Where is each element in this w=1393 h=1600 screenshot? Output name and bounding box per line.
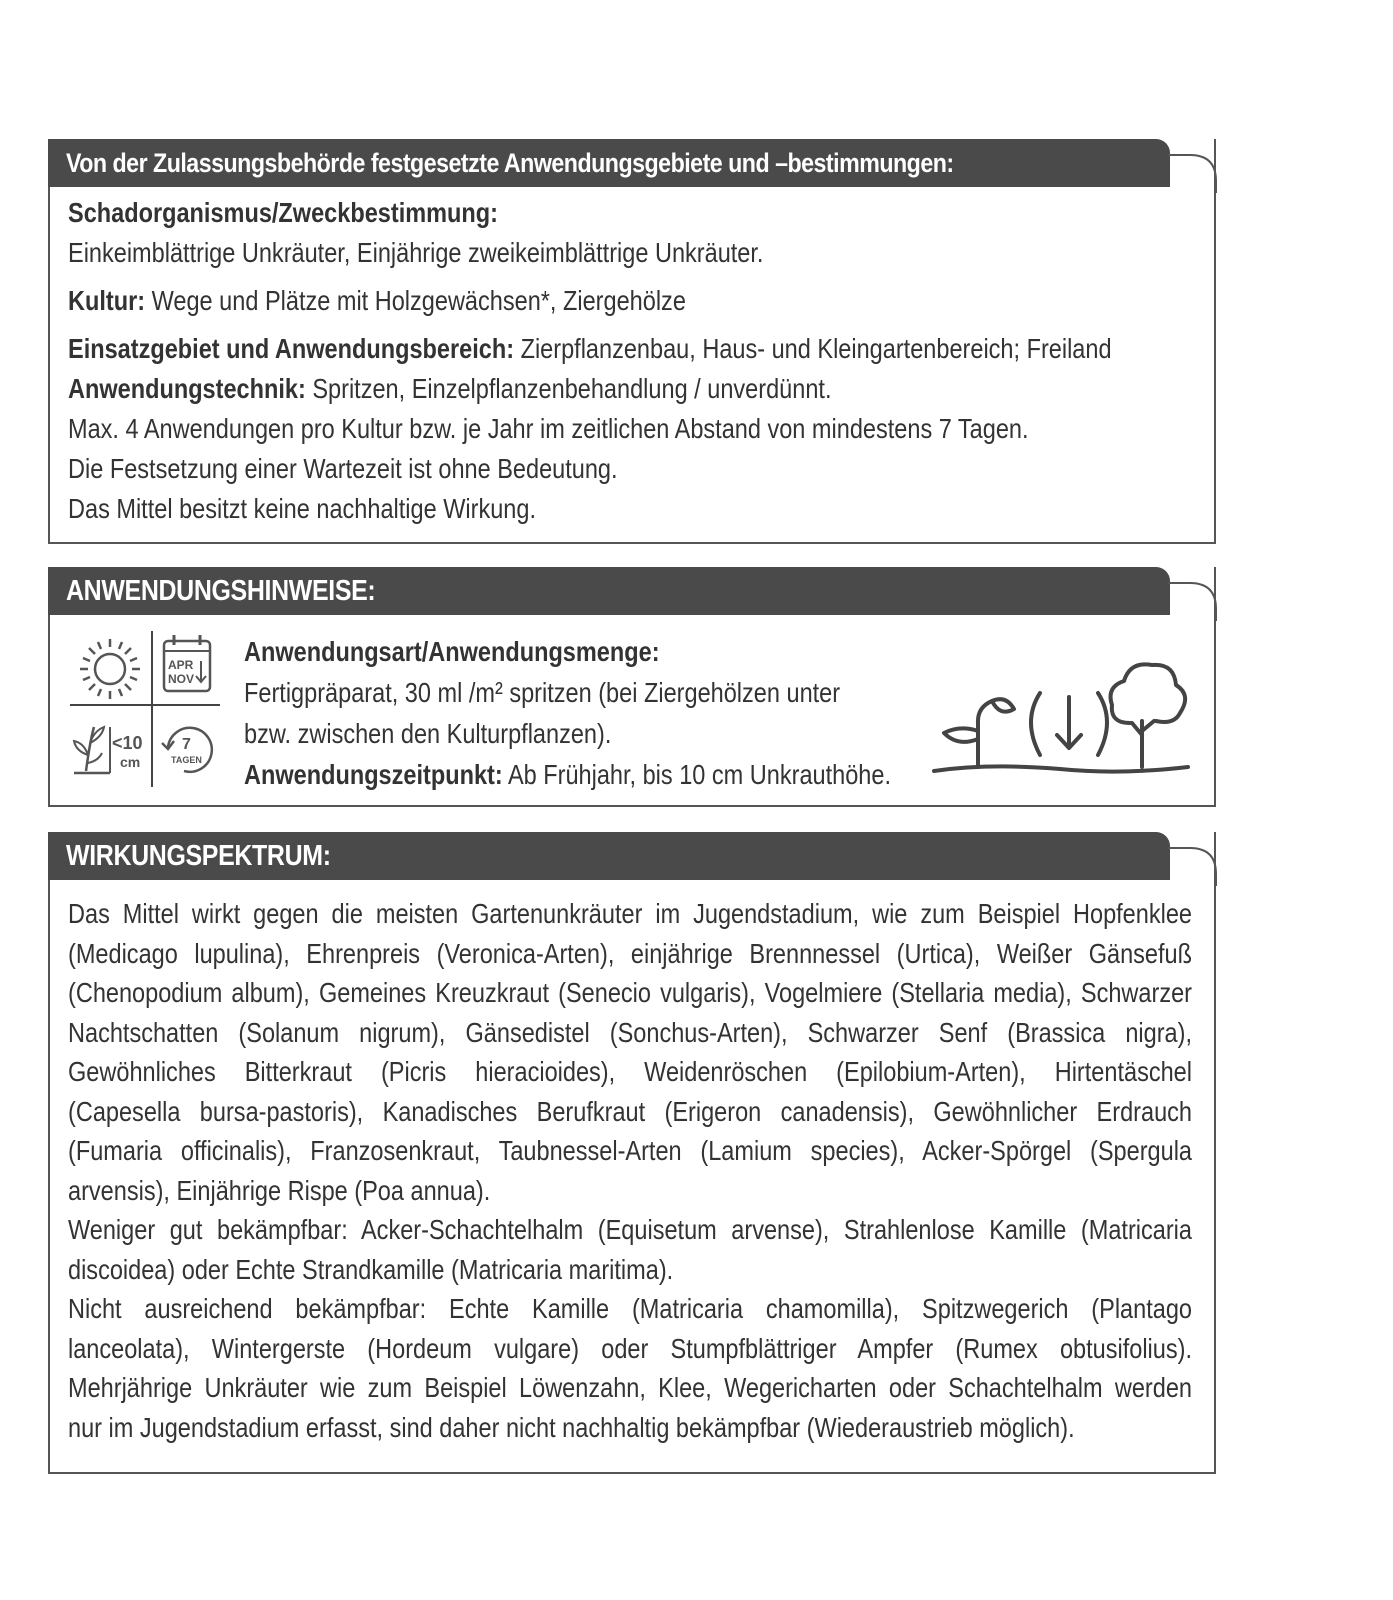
section-title: WIRKUNGSPEKTRUM: <box>66 839 331 872</box>
spectrum-line: (Chenopodium album), Gemeines Kreuzkraut (Senecio vulgaris), Vogelmiere (Stellaria media), Schwarzer <box>68 977 1192 1008</box>
spectrum-line: Das Mittel wirkt gegen die meisten Gartenunkräuter im Jugendstadium, wie zum Beispiel Hopfenklee <box>68 898 1192 929</box>
section-body <box>50 615 1214 795</box>
tab-corner-decoration <box>1168 153 1218 193</box>
weed-height-icon <box>74 727 143 773</box>
sun-icon <box>80 639 140 699</box>
spectrum-line: Nicht ausreichend bekämpfbar: Echte Kamille (Matricaria chamomilla), Spitzwegerich (Plantago <box>68 1293 1192 1324</box>
spectrum-text <box>50 880 1214 1461</box>
spectrum-line: Gewöhnliches Bitterkraut (Picris hieracioides), Weidenröschen (Epilobium-Arten), Hirtentäschel <box>68 1056 1192 1087</box>
einsatz-value: Zierpflanzenbau, Haus- und Kleingartenbereich; Freiland <box>514 333 1112 364</box>
spectrum-line: discoidea) oder Echte Strandkamille (Matricaria maritima). <box>68 1253 674 1285</box>
section-header <box>48 139 1170 187</box>
spectrum-line: Nachtschatten (Solanum nigrum), Gänsedistel (Sonchus-Arten), Schwarzer Senf (Brassica nigra), <box>68 1016 1192 1048</box>
application-info <box>244 631 1014 795</box>
spectrum-line: (Fumaria officinalis), Franzosenkraut, Taubnessel-Arten (Lamium species), Acker-Spörgel (Spergula <box>68 1135 1192 1166</box>
panel-anwendungshinweise <box>48 567 1216 807</box>
calendar-end-month: NOV <box>168 672 195 686</box>
schad-label: Schadorganismus/Zweckbestimmung: <box>68 197 498 228</box>
section-body <box>50 187 1214 541</box>
spectrum-line: (Capesella bursa-pastoris), Kanadisches Berufkraut (Erigeron canadensis), Gewöhnlicher Erdrauch <box>68 1095 1192 1127</box>
art-label: Anwendungsart/Anwendungsmenge: <box>244 636 660 667</box>
panel-wirkungspektrum <box>48 832 1216 1474</box>
section-header <box>48 832 1170 880</box>
max-applications-text: Max. 4 Anwendungen pro Kultur bzw. je Jahr im zeitlichen Abstand von mindestens 7 Tagen. <box>68 413 1029 444</box>
height-unit: cm <box>120 754 141 770</box>
schad-value: Einkeimblättrige Unkräuter, Einjährige zweikeimblättrige Unkräuter. <box>68 237 764 268</box>
art-line-1: Fertigpräparat, 30 ml /m² spritzen (bei Ziergehölzen unter <box>244 677 841 708</box>
kultur-label: Kultur: <box>68 285 146 316</box>
art-line-2: bzw. zwischen den Kulturpflanzen). <box>244 718 612 749</box>
wartezeit-text: Die Festsetzung einer Wartezeit ist ohne Bedeutung. <box>68 453 618 484</box>
application-icons-grid <box>70 631 220 787</box>
section-title: ANWENDUNGSHINWEISE: <box>66 574 376 607</box>
section-title: Von der Zulassungsbehörde festgesetzte Anwendungsgebiete und –bestimmungen: <box>66 147 954 178</box>
zeit-value: Ab Frühjahr, bis 10 cm Unkrauthöhe. <box>502 759 891 790</box>
technik-label: Anwendungstechnik: <box>68 373 306 404</box>
tab-corner-decoration <box>1168 846 1218 886</box>
kultur-value: Wege und Plätze mit Holzgewächsen*, Ziergehölze <box>145 285 686 316</box>
interval-days-unit: TAGEN <box>171 755 202 765</box>
height-value: <10 <box>112 733 143 753</box>
calendar-icon <box>164 635 210 691</box>
wirkung-text: Das Mittel besitzt keine nachhaltige Wirkung. <box>68 493 537 524</box>
spectrum-line: Mehrjährige Unkräuter wie zum Beispiel Löwenzahn, Klee, Wegericharten oder Schachtelhalm werden <box>68 1372 1192 1403</box>
zeit-label: Anwendungszeitpunkt: <box>244 759 503 790</box>
spray-between-plants-icon <box>930 651 1192 777</box>
calendar-start-month: APR <box>168 658 194 672</box>
spectrum-line: arvensis), Einjährige Rispe (Poa annua). <box>68 1174 491 1206</box>
section-header <box>48 567 1170 615</box>
spectrum-line: Weniger gut bekämpfbar: Acker-Schachtelhalm (Equisetum arvense), Strahlenlose Kamille (Matricaria <box>68 1214 1192 1245</box>
interval-days-icon <box>162 728 212 772</box>
spectrum-line: nur im Jugendstadium erfasst, sind daher nicht nachhaltig bekämpfbar (Wiederaustrieb möglich). <box>68 1411 1075 1443</box>
spectrum-line: (Medicago lupulina), Ehrenpreis (Veronica-Arten), einjährige Brennnessel (Urtica), Weißer Gänsefuß <box>68 937 1192 969</box>
technik-value: Spritzen, Einzelpflanzenbehandlung / unverdünnt. <box>305 373 832 404</box>
spectrum-line: lanceolata), Wintergerste (Hordeum vulgare) oder Stumpfblättriger Ampfer (Rumex obtusifolius). <box>68 1332 1192 1364</box>
panel-anwendungsgebiete <box>48 139 1216 544</box>
einsatz-label: Einsatzgebiet und Anwendungsbereich: <box>68 333 515 364</box>
interval-days-value: 7 <box>182 736 191 753</box>
